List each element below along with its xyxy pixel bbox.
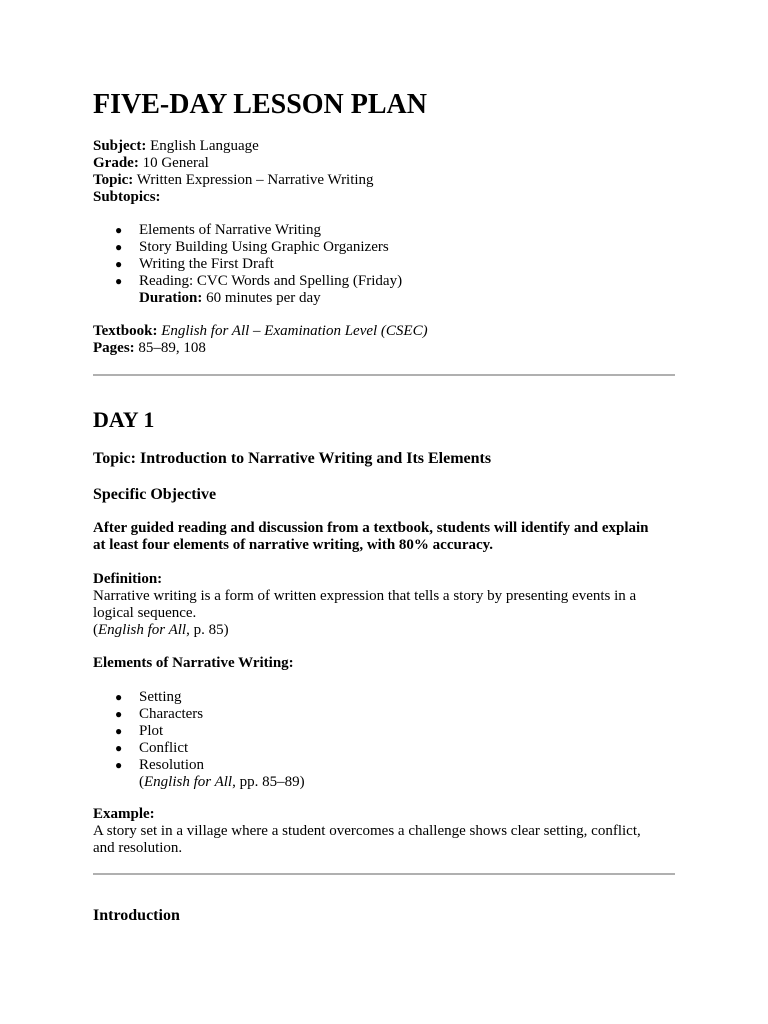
bullet-icon: ● bbox=[115, 724, 123, 738]
definition-text: logical sequence. bbox=[93, 605, 197, 621]
elements-list bbox=[93, 689, 675, 791]
duration-line bbox=[93, 290, 675, 307]
bullet-icon: ● bbox=[115, 274, 123, 288]
list-item bbox=[93, 706, 675, 723]
element-text: Conflict bbox=[139, 740, 189, 756]
subtopics-list bbox=[93, 222, 675, 307]
subject-line bbox=[93, 138, 675, 155]
objective-line: at least four elements of narrative writing, with 80% accuracy. bbox=[93, 537, 494, 553]
definition-text: Narrative writing is a form of written expression that tells a story by presenting events in a bbox=[93, 588, 637, 604]
list-item bbox=[93, 222, 675, 239]
ref-paren: ( bbox=[93, 622, 98, 638]
example-label: Example: bbox=[93, 806, 155, 822]
bullet-icon: ● bbox=[115, 257, 123, 271]
elements-heading: Elements of Narrative Writing: bbox=[93, 655, 294, 671]
topic-value: Written Expression – Narrative Writing bbox=[133, 172, 374, 188]
list-item bbox=[93, 256, 675, 273]
textbook-info bbox=[93, 323, 675, 357]
bullet-icon: ● bbox=[115, 240, 123, 254]
topic-line bbox=[93, 172, 675, 189]
reference-book: English for All bbox=[144, 774, 233, 790]
reference-page: , p. 85) bbox=[186, 622, 229, 638]
list-item bbox=[93, 239, 675, 256]
subtopic-text: Story Building Using Graphic Organizers bbox=[139, 239, 389, 255]
pages-label: Pages: bbox=[93, 340, 135, 356]
subtopic-text: Elements of Narrative Writing bbox=[139, 222, 321, 238]
definition-label: Definition: bbox=[93, 571, 163, 587]
textbook-label: Textbook: bbox=[93, 323, 158, 339]
textbook-title: English for All – Examination Level (CSEC) bbox=[161, 323, 428, 339]
definition-block bbox=[93, 571, 675, 639]
reference-book: English for All bbox=[98, 622, 187, 638]
reference-pages: , pp. 85–89) bbox=[232, 774, 305, 790]
bullet-icon: ● bbox=[115, 690, 123, 704]
objective-heading: Specific Objective bbox=[93, 486, 217, 503]
subject-value: English Language bbox=[146, 138, 259, 154]
section-divider bbox=[93, 873, 675, 875]
topic-label: Topic: bbox=[93, 172, 134, 188]
page-title: FIVE-DAY LESSON PLAN bbox=[93, 89, 427, 120]
subtopics-label: Subtopics: bbox=[93, 189, 161, 205]
elements-heading-block bbox=[93, 655, 675, 672]
grade-value: 10 General bbox=[138, 155, 209, 171]
subtopic-text: Writing the First Draft bbox=[139, 256, 274, 272]
example-text: and resolution. bbox=[93, 840, 183, 856]
objective-text bbox=[93, 520, 683, 554]
element-text: Plot bbox=[139, 723, 164, 739]
day1-topic: Topic: Introduction to Narrative Writing and Its Elements bbox=[93, 450, 492, 467]
element-text: Resolution bbox=[139, 757, 205, 773]
introduction-heading: Introduction bbox=[93, 907, 180, 924]
list-item bbox=[93, 273, 675, 290]
ref-paren: ( bbox=[139, 774, 144, 790]
textbook-line bbox=[93, 323, 675, 340]
list-item bbox=[93, 689, 675, 706]
pages-line bbox=[93, 340, 675, 357]
element-text: Setting bbox=[139, 689, 182, 705]
example-text: A story set in a village where a student overcomes a challenge shows clear setting, conflict, bbox=[93, 823, 641, 839]
list-item bbox=[93, 740, 675, 757]
subtopic-text: Reading: CVC Words and Spelling (Friday) bbox=[139, 273, 403, 289]
lesson-meta bbox=[93, 138, 675, 206]
bullet-icon: ● bbox=[115, 758, 123, 772]
list-item bbox=[93, 757, 675, 774]
objective-line: After guided reading and discussion from a textbook, students will identify and explain bbox=[93, 520, 649, 536]
day1-heading: DAY 1 bbox=[93, 407, 155, 432]
pages-value: 85–89, 108 bbox=[134, 340, 206, 356]
list-item bbox=[93, 723, 675, 740]
duration-value: 60 minutes per day bbox=[202, 290, 321, 306]
duration-label: Duration: bbox=[139, 290, 203, 306]
bullet-icon: ● bbox=[115, 223, 123, 237]
bullet-icon: ● bbox=[115, 707, 123, 721]
example-block bbox=[93, 806, 675, 857]
element-text: Characters bbox=[139, 706, 204, 722]
bullet-icon: ● bbox=[115, 741, 123, 755]
subject-label: Subject: bbox=[93, 138, 147, 154]
grade-line bbox=[93, 155, 675, 172]
section-divider bbox=[93, 374, 675, 376]
elements-reference bbox=[93, 774, 675, 791]
grade-label: Grade: bbox=[93, 155, 139, 171]
definition-reference bbox=[93, 622, 675, 639]
